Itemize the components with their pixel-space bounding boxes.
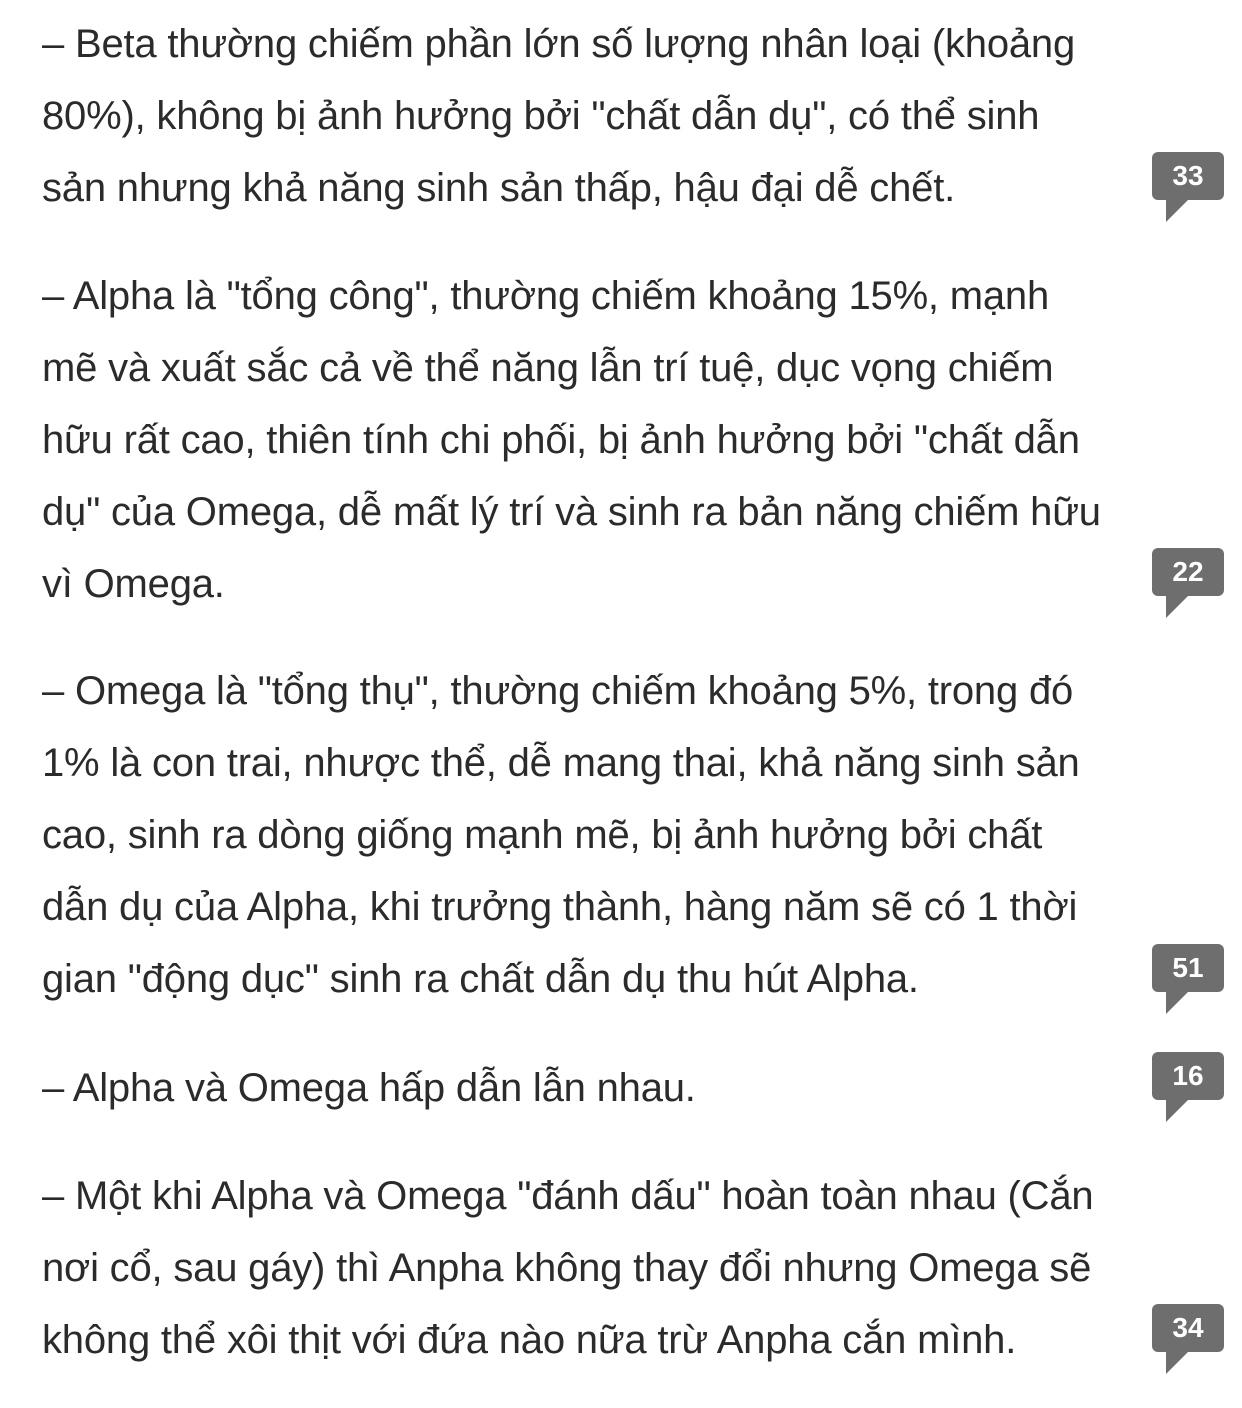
comment-count: 22 [1172,556,1204,587]
comment-count: 33 [1172,160,1204,191]
paragraph-line: 1% là con trai, nhược thể, dễ mang thai, khả năng sinh sản [42,741,1080,785]
paragraph-line: vì Omega. [42,562,225,606]
comment-count-bubble[interactable] [1152,548,1224,596]
paragraph-marking [42,1160,1147,1376]
comment-count: 51 [1172,952,1204,983]
paragraph-line: – Alpha và Omega hấp dẫn lẫn nhau. [42,1066,696,1110]
paragraph-line: dẫn dụ của Alpha, khi trưởng thành, hàng năm sẽ có 1 thời [42,885,1078,929]
comment-count-bubble[interactable] [1152,944,1224,992]
paragraph-omega [42,655,1147,1015]
paragraph-line: – Alpha là "tổng công", thường chiếm khoảng 15%, mạnh [42,274,1050,318]
paragraph-line: dụ" của Omega, dễ mất lý trí và sinh ra bản năng chiếm hữu [42,490,1101,534]
paragraph-line: sản nhưng khả năng sinh sản thấp, hậu đại dễ chết. [42,166,956,210]
paragraph-line: – Một khi Alpha và Omega "đánh dấu" hoàn toàn nhau (Cắn [42,1174,1094,1218]
paragraph-line: không thể xôi thịt với đứa nào nữa trừ Anpha cắn mình. [42,1318,1017,1362]
paragraph-line: mẽ và xuất sắc cả về thể năng lẫn trí tuệ, dục vọng chiếm [42,346,1054,390]
paragraph-alpha [42,260,1147,620]
paragraph-line: – Omega là "tổng thụ", thường chiếm khoảng 5%, trong đó [42,669,1074,713]
comment-count-bubble[interactable] [1152,1052,1224,1100]
comment-count-bubble[interactable] [1152,152,1224,200]
comment-count: 16 [1172,1060,1204,1091]
paragraph-line: 80%), không bị ảnh hưởng bởi "chất dẫn dụ", có thể sinh [42,94,1040,138]
paragraph-beta [42,8,1147,224]
comment-count: 34 [1172,1312,1204,1343]
paragraph-line: cao, sinh ra dòng giống mạnh mẽ, bị ảnh hưởng bởi chất [42,813,1043,857]
paragraph-line: – Beta thường chiếm phần lớn số lượng nhân loại (khoảng [42,22,1076,66]
comment-count-bubble[interactable] [1152,1304,1224,1352]
paragraph-line: hữu rất cao, thiên tính chi phối, bị ảnh hưởng bởi "chất dẫn [42,418,1080,462]
paragraph-line: gian "động dục" sinh ra chất dẫn dụ thu hút Alpha. [42,957,919,1001]
paragraph-line: nơi cổ, sau gáy) thì Anpha không thay đổi nhưng Omega sẽ [42,1246,1092,1290]
paragraph-attraction [42,1052,1147,1124]
